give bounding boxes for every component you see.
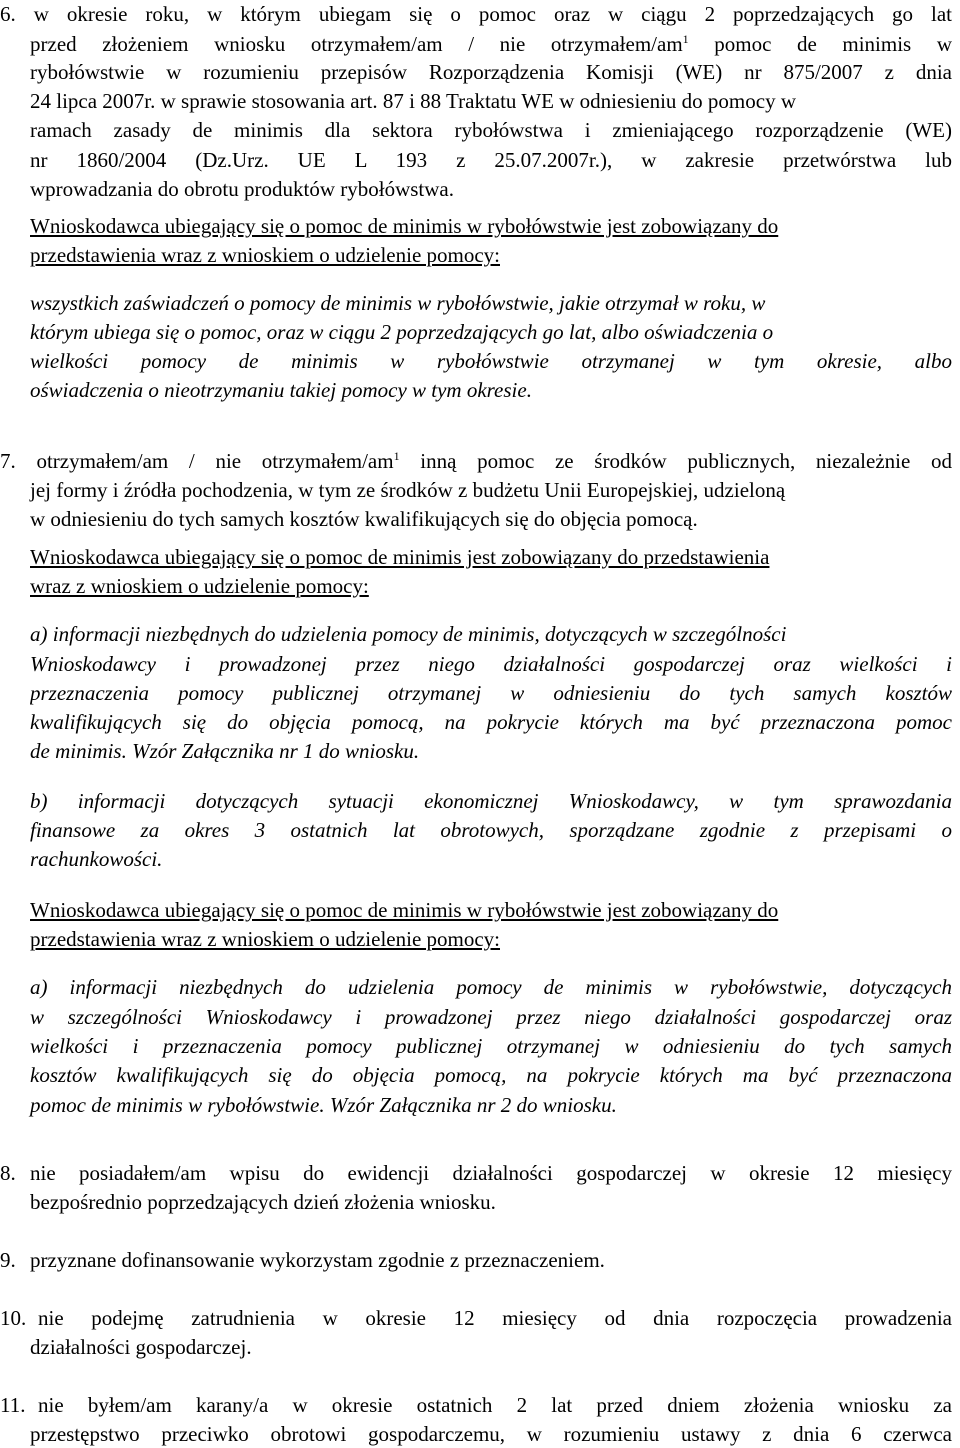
- p7-line-3: w odniesieniu do tych samych kosztów kwalifikujących się do objęcia pomocą.: [30, 507, 698, 531]
- p7-c-line-1: a) informacji niezbędnych do udzielenia pomocy de minimis w rybołówstwie, dotyczących: [30, 975, 952, 999]
- p10-line-2: działalności gospodarczej.: [30, 1335, 252, 1359]
- p7-a-line-3: przeznaczenia pomocy publicznej otrzymanej w odniesieniu do tych samych kosztów: [30, 681, 952, 705]
- p9-line-1: przyznane dofinansowanie wykorzystam zgodnie z przeznaczeniem.: [30, 1248, 605, 1272]
- p10-line-1: nie podejmę zatrudnienia w okresie 12 miesięcy od dnia rozpoczęcia prowadzenia: [38, 1306, 952, 1330]
- p7-requirement-line-3: Wnioskodawca ubiegający się o pomoc de minimis w rybołówstwie jest zobowiązany do: [30, 898, 779, 922]
- p7-c-line-5: pomoc de minimis w rybołówstwie. Wzór Załącznika nr 2 do wniosku.: [30, 1093, 617, 1117]
- p7-a-line-2: Wnioskodawcy i prowadzonej przez niego działalności gospodarczej oraz wielkości i: [30, 652, 952, 676]
- p6-line-6: nr 1860/2004 (Dz.Urz. UE L 193 z 25.07.2007r.), w zakresie przetwórstwa lub: [30, 148, 952, 172]
- footnote-marker: 1: [393, 449, 400, 463]
- p6-line-3: rybołówstwie w rozumieniu przepisów Rozporządzenia Komisji (WE) nr 875/2007 z dnia: [30, 60, 952, 84]
- p6-requirement-line-1: Wnioskodawca ubiegający się o pomoc de minimis w rybołówstwie jest zobowiązany do: [30, 214, 779, 238]
- p6-italic-line-1: wszystkich zaświadczeń o pomocy de minimis w rybołówstwie, jakie otrzymał w roku, w: [30, 291, 766, 315]
- p7-a-line-1: a) informacji niezbędnych do udzielenia pomocy de minimis, dotyczących w szczególności: [30, 622, 787, 646]
- p7-line-1: [0, 447, 952, 475]
- p11-line-2: przestępstwo przeciwko obrotowi gospodarczemu, w rozumieniu ustawy z dnia 6 czerwca: [30, 1422, 952, 1446]
- p11-number: 11.: [0, 1393, 26, 1417]
- p7-b-line-1: b) informacji dotyczących sytuacji ekonomicznej Wnioskodawcy, w tym sprawozdania: [30, 789, 952, 813]
- footnote-marker: 1: [682, 32, 689, 46]
- p6-line-4: 24 lipca 2007r. w sprawie stosowania art. 87 i 88 Traktatu WE w odniesieniu do pomocy w: [30, 89, 797, 113]
- p11-line-1: nie byłem/am karany/a w okresie ostatnich 2 lat przed dniem złożenia wniosku za: [38, 1393, 952, 1417]
- p7-requirement-line-1: Wnioskodawca ubiegający się o pomoc de minimis jest zobowiązany do przedstawienia: [30, 545, 770, 569]
- p6-italic-line-2: którym ubiega się o pomoc, oraz w ciągu 2 poprzedzających go lat, albo oświadczenia o: [30, 320, 774, 344]
- p7-requirement-line-4: przedstawienia wraz z wnioskiem o udzielenie pomocy:: [30, 927, 500, 951]
- p7-b-line-3: rachunkowości.: [30, 847, 163, 871]
- p7-line-2: jej formy i źródła pochodzenia, w tym ze środków z budżetu Unii Europejskiej, udzieloną: [30, 478, 786, 502]
- p7-c-line-2: w szczególności Wnioskodawcy i prowadzonej przez niego działalności gospodarczej oraz: [30, 1005, 952, 1029]
- p7-line-1-text: 7. otrzymałem/am / nie otrzymałem/am: [0, 449, 394, 473]
- p6-line-2: [30, 30, 952, 58]
- p7-c-line-4: kosztów kwalifikujących się do objęcia pomocą, na pokrycie których ma być przeznaczona: [30, 1063, 952, 1087]
- p7-line-1-rest: inną pomoc ze środków publicznych, niezależnie od: [399, 449, 952, 473]
- p6-italic-line-4: oświadczenia o nieotrzymaniu takiej pomocy w tym okresie.: [30, 378, 532, 402]
- p10-number: 10.: [0, 1306, 27, 1330]
- p7-a-line-4: kwalifikujących się do objęcia pomocą, na pokrycie których ma być przeznaczona pomoc: [30, 710, 952, 734]
- p6-italic-line-3: wielkości pomocy de minimis w rybołówstwie otrzymanej w tym okresie, albo: [30, 349, 952, 373]
- p6-line-1: 6. w okresie roku, w którym ubiegam się o pomoc oraz w ciągu 2 poprzedzających go lat: [0, 2, 952, 26]
- p7-b-line-2: finansowe za okres 3 ostatnich lat obrotowych, sporządzane zgodnie z przepisami o: [30, 818, 952, 842]
- p6-line-7: wprowadzania do obrotu produktów rybołówstwa.: [30, 177, 454, 201]
- p7-requirement-line-2: wraz z wnioskiem o udzielenie pomocy:: [30, 574, 369, 598]
- p6-line-2-text: przed złożeniem wniosku otrzymałem/am / nie otrzymałem/am: [30, 32, 683, 56]
- p9-number: 9.: [0, 1248, 16, 1272]
- p6-line-2-rest: pomoc de minimis w: [688, 32, 952, 56]
- p8-line-1: nie posiadałem/am wpisu do ewidencji działalności gospodarczej w okresie 12 miesięcy: [30, 1161, 952, 1185]
- p7-c-line-3: wielkości i przeznaczenia pomocy publicznej otrzymanej w odniesieniu do tych samych: [30, 1034, 952, 1058]
- p8-line-2: bezpośrednio poprzedzających dzień złożenia wniosku.: [30, 1190, 496, 1214]
- p6-requirement-line-2: przedstawienia wraz z wnioskiem o udzielenie pomocy:: [30, 243, 500, 267]
- p8-number: 8.: [0, 1161, 16, 1185]
- p7-a-line-5: de minimis. Wzór Załącznika nr 1 do wniosku.: [30, 739, 420, 763]
- p6-line-5: ramach zasady de minimis dla sektora rybołówstwa i zmieniającego rozporządzenie (WE): [30, 118, 952, 142]
